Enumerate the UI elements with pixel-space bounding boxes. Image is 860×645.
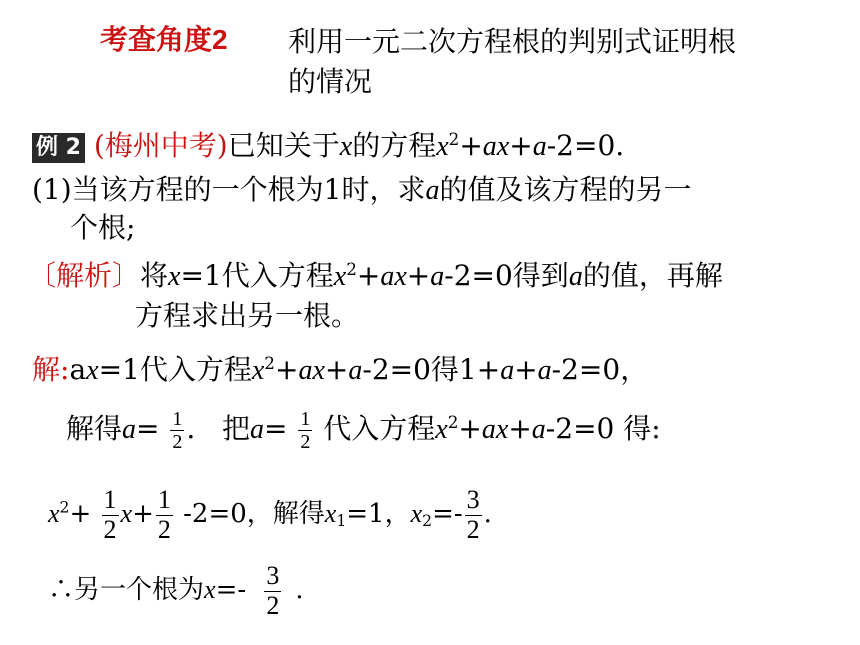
var-a: a xyxy=(531,414,546,445)
plus: + xyxy=(132,499,154,530)
denominator: 2 xyxy=(172,431,183,453)
numerator: 3 xyxy=(266,561,280,590)
fraction-one-half xyxy=(102,486,119,544)
solution-text: =1， xyxy=(346,499,411,530)
plus: + xyxy=(508,412,532,445)
analysis-text: 的值，再解 xyxy=(582,259,723,292)
var-x: x xyxy=(120,499,133,529)
denominator: 2 xyxy=(300,431,311,453)
part1-line2: 个根; xyxy=(70,211,136,244)
plus: + xyxy=(459,129,483,162)
plus: + xyxy=(406,259,431,292)
var-x: x xyxy=(333,261,347,292)
var-x: x xyxy=(410,499,423,529)
solution-text: . 把 xyxy=(186,412,250,445)
solution-tag: 解: xyxy=(32,353,70,386)
plus: + xyxy=(458,412,482,445)
fraction-one-half xyxy=(156,486,173,544)
denominator: 2 xyxy=(266,590,280,620)
exponent: 2 xyxy=(448,128,460,149)
solution-text: -2=0， xyxy=(551,353,649,386)
solution-text: -2=0 得: xyxy=(545,412,661,445)
numerator: 1 xyxy=(157,485,171,514)
part1-line1 xyxy=(32,172,692,209)
analysis-line1 xyxy=(28,258,723,295)
topic-title-line1: 利用一元二次方程根的判别式证明根 xyxy=(288,25,737,58)
analysis-text: -2=0得到 xyxy=(444,259,569,292)
var-x: x xyxy=(435,414,448,445)
numerator: 1 xyxy=(300,408,311,430)
solution-line4 xyxy=(48,562,304,620)
solution-text: =1代入方程 xyxy=(98,353,252,386)
solution-text: . xyxy=(483,499,492,530)
var-x: x xyxy=(339,131,353,162)
var-ax: ax xyxy=(380,261,407,292)
var-ax: ax xyxy=(481,414,509,445)
var-x: x xyxy=(251,355,265,386)
solution-line2 xyxy=(66,408,661,453)
solution-text: -2=0，解得 xyxy=(183,499,325,530)
var-x: x xyxy=(48,499,60,529)
var-x: x xyxy=(436,131,449,162)
equals: = xyxy=(264,412,288,445)
example-badge: 例 2 xyxy=(32,133,85,163)
solution-text: 代入方程 xyxy=(323,412,436,445)
var-a: a xyxy=(348,355,363,386)
example-source: (梅州中考) xyxy=(93,129,228,162)
fraction-three-halves xyxy=(465,486,482,544)
subscript: 2 xyxy=(422,511,433,530)
denominator: 2 xyxy=(466,514,480,544)
solution-text: =- xyxy=(432,499,463,530)
solution-text: . xyxy=(295,575,304,606)
var-a: a xyxy=(537,355,552,386)
denominator: 2 xyxy=(157,514,171,544)
stmt-text: 已知关于 xyxy=(227,129,340,162)
numerator: 1 xyxy=(103,485,117,514)
analysis-tag: 〔解析〕 xyxy=(28,259,141,292)
var-a: a xyxy=(425,175,440,206)
var-a: a xyxy=(532,131,547,162)
stmt-text: -2=0. xyxy=(546,129,625,162)
part1-text: 的值及该方程的另一 xyxy=(439,173,692,206)
var-a: a xyxy=(568,261,583,292)
numerator: 1 xyxy=(172,408,183,430)
solution-text: 解得 xyxy=(66,412,123,445)
analysis-text: 将 xyxy=(140,259,169,292)
topic-tag: 考查角度2 xyxy=(100,24,228,55)
subscript: 1 xyxy=(336,511,347,530)
plus: + xyxy=(509,129,533,162)
var-x: x xyxy=(86,355,99,386)
exponent: 2 xyxy=(346,258,357,279)
analysis-text: =1代入方程 xyxy=(180,259,334,292)
solution-text: -2=0得1+ xyxy=(362,353,501,386)
denominator: 2 xyxy=(103,514,117,544)
var-a: a xyxy=(250,414,264,445)
var-a: a xyxy=(500,355,515,386)
plus: + xyxy=(514,353,538,386)
numerator: 3 xyxy=(466,485,480,514)
var-x: x xyxy=(324,499,337,529)
exponent: 2 xyxy=(59,498,70,517)
solution-line3 xyxy=(48,486,492,544)
fraction-one-half xyxy=(170,408,184,453)
plus: + xyxy=(69,499,92,530)
var-ax: ax xyxy=(298,355,325,386)
fraction-one-half xyxy=(298,408,312,453)
example-statement xyxy=(32,128,624,165)
solution-text: ∴另一个根为 xyxy=(48,575,205,606)
var-ax: ax xyxy=(482,131,510,162)
exponent: 2 xyxy=(264,352,275,373)
plus: + xyxy=(324,353,349,386)
solution-line1 xyxy=(32,352,648,389)
part1-text: (1)当该方程的一个根为1时，求 xyxy=(32,173,426,206)
var-a: a xyxy=(122,414,137,445)
solution-text: =- xyxy=(215,575,247,606)
fraction-three-halves xyxy=(264,562,281,620)
plus: + xyxy=(274,353,299,386)
analysis-line2: 方程求出另一根。 xyxy=(135,299,360,332)
topic-title-line2: 的情况 xyxy=(288,65,373,98)
stmt-text: 的方程 xyxy=(352,129,437,162)
var-x: x xyxy=(168,261,181,292)
solution-text: a xyxy=(69,353,87,386)
plus: + xyxy=(356,259,381,292)
exponent: 2 xyxy=(447,411,459,432)
var-a: a xyxy=(430,261,445,292)
var-x: x xyxy=(204,575,216,605)
equals: = xyxy=(136,412,160,445)
